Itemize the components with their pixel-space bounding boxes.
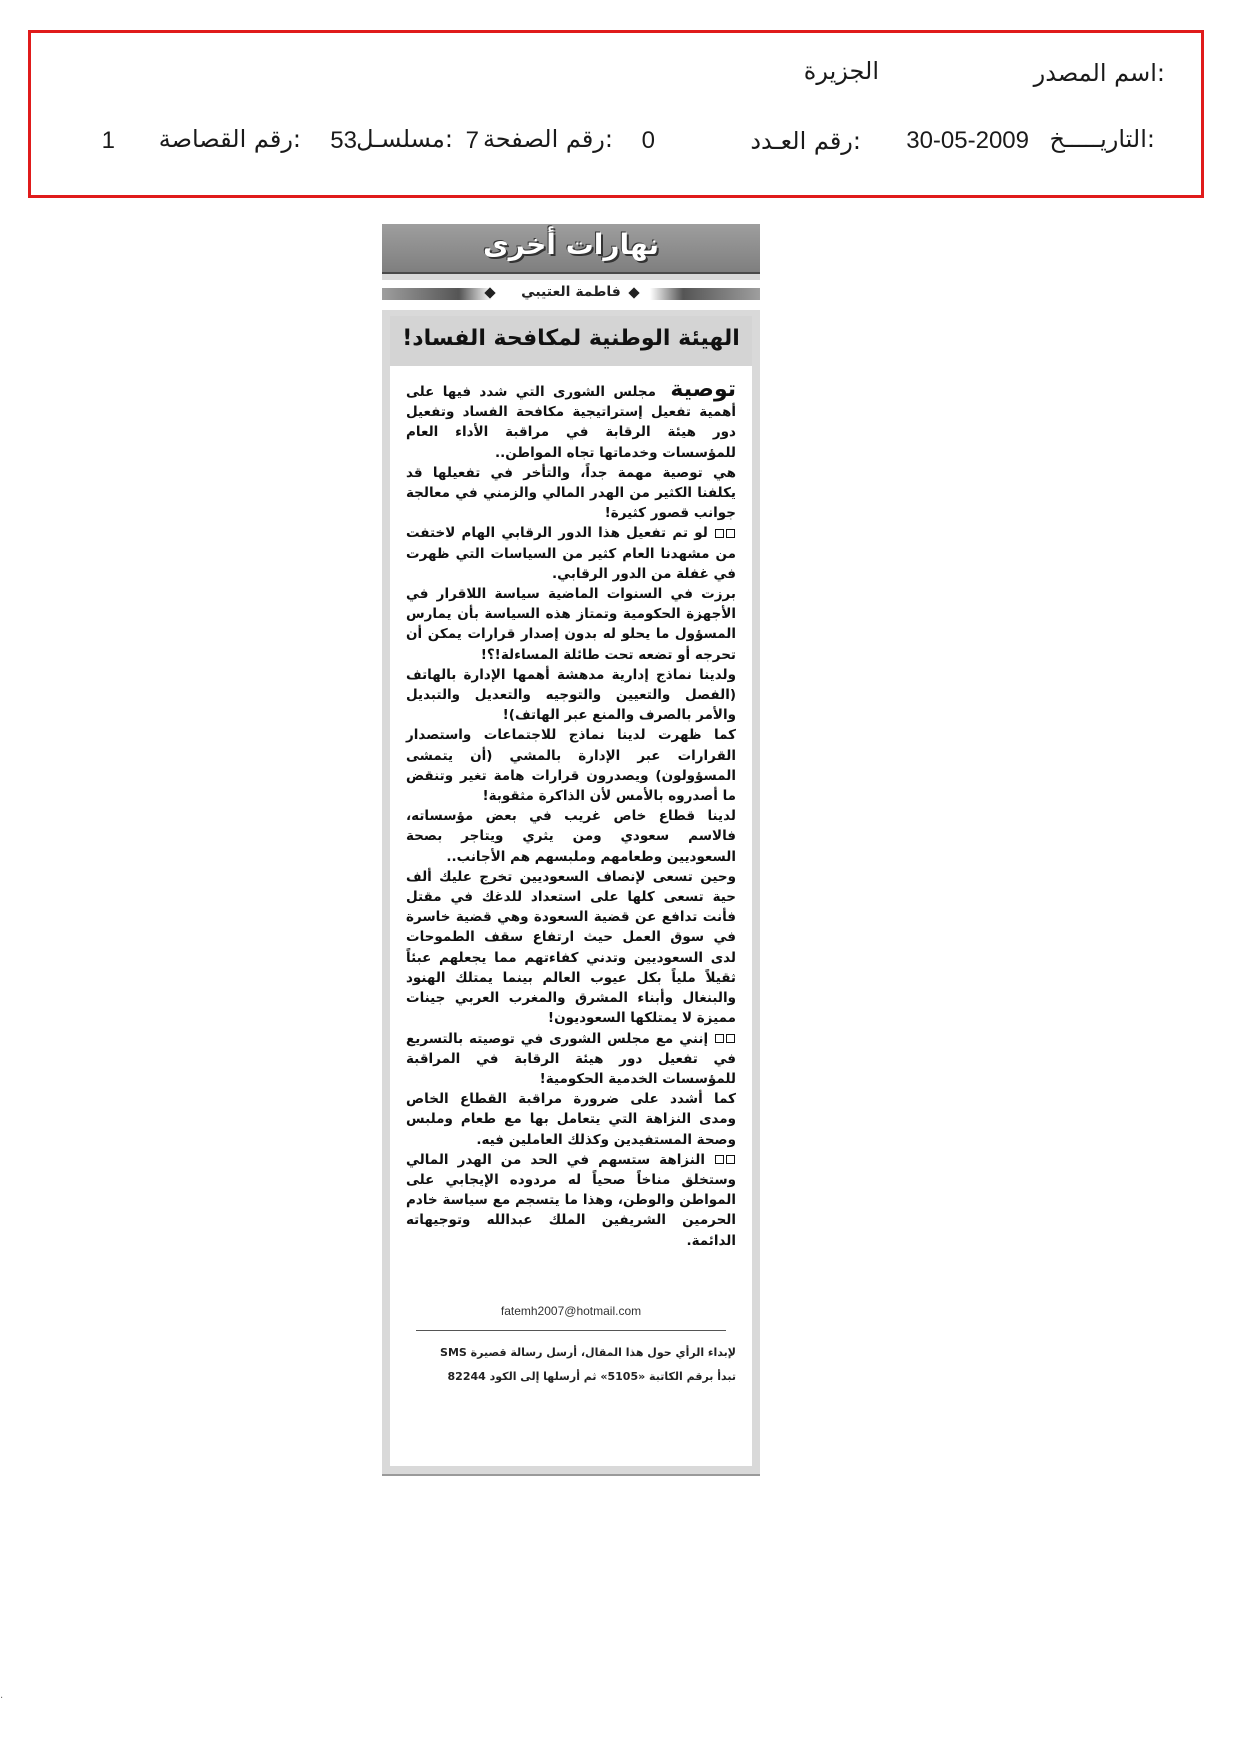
headline-band xyxy=(390,316,752,366)
scan-mark: . xyxy=(0,1690,4,1701)
square-bullet-icon xyxy=(715,1034,724,1043)
article-paragraph: كما أشدد على ضرورة مراقبة القطاع الخاص ومدى النزاهة التي يتعامل بها مع طعام وملبس وصحة المستفيدين وكذلك العاملين فيه. xyxy=(406,1091,736,1148)
article-body xyxy=(406,377,736,1251)
article-paragraph: برزت في السنوات الماضية سياسة اللاقرار في الأجهزة الحكومية وتمتاز هذه السياسة بأن يمارس المسؤول ما يحلو له بدون إصدار قرارات يمكن أن تحرجه أو تضعه تحت طائلة المساءلة!؟! xyxy=(406,586,736,663)
serial-value: 53 xyxy=(330,127,357,154)
clip-value: 1 xyxy=(101,127,115,154)
square-bullet-icon xyxy=(715,1155,724,1164)
column-header xyxy=(382,224,760,274)
article-kicker: توصية xyxy=(670,377,736,402)
article-paragraph: هي توصية مهمة جداً، والتأخر في تفعيلها قد يكلفنا الكثير من الهدر المالي والزمني في معالجة جوانب قصور كثيرة! xyxy=(406,464,736,522)
article-paragraph: وحين تسعى لإنصاف السعوديين تخرج عليك ألف حية تسعى كلها على استعداد للدغك في مقتل فأنت تدافع عن قضية السعودة وهي قضية خاسرة في سوق العمل حيث ارتفاع سقف الطموحات لدى السعوديين وتدني كفاءتهم مما يجعلهم عبئاً ثقيلاً ملياً بكل عيوب العالم بينما يمتلك الهنود والبنغال وأبناء المشرق والمغرب العربي جينات مميزة لا يمتلكها السعوديون! xyxy=(406,868,736,1027)
clip-label: رقم القصاصة: xyxy=(158,125,301,153)
date-label: التاريـــــخ: xyxy=(1049,125,1155,153)
date-value: 30-05-2009 xyxy=(906,127,1029,154)
square-bullet-icon xyxy=(726,1034,735,1043)
article-paragraph: إنني مع مجلس الشورى في توصيته بالتسريع في تفعيل دور هيئة الرقابة في المراقبة للمؤسسات الخدمية الحكومية! xyxy=(406,1030,736,1087)
page-label: رقم الصفحة: xyxy=(482,125,613,153)
square-bullet-icon xyxy=(726,1155,735,1164)
sms-note-line-2: تبدأ برقم الكاتبة «5105» ثم أرسلها إلى الكود 82244 xyxy=(447,1370,736,1383)
column-title: نهارات أخرى xyxy=(483,228,659,261)
author-bar xyxy=(382,280,760,310)
source-value: الجزيرة xyxy=(803,57,879,85)
square-bullet-icon xyxy=(715,529,724,538)
article-paragraph: ولدينا نماذج إدارية مدهشة أهمها الإدارة بالهاتف (الفصل والتعيين والتوجيه والتعديل والتبديل والأمر بالصرف والمنع عبر الهاتف)! xyxy=(406,666,736,724)
square-bullet-icon xyxy=(726,529,735,538)
article-paragraph: لو تم تفعيل هذا الدور الرقابي الهام لاختفت من مشهدنا العام كثير من السياسات التي ظهرت في غفلة من الدور الرقابي. xyxy=(406,525,736,582)
article-paragraph: لدينا قطاع خاص غريب في بعض مؤسساته، فالاسم سعودي ومن يثري ويتاجر بصحة السعوديين وطعامهم وملبسهم هم الأجانب.. xyxy=(406,808,736,865)
article-panel xyxy=(390,316,752,1466)
newspaper-clipping xyxy=(382,224,760,1476)
article-headline: الهيئة الوطنية لمكافحة الفساد! xyxy=(402,326,740,351)
page-value: 7 xyxy=(465,127,479,154)
article-paragraph: كما ظهرت لدينا نماذج للاجتماعات واستصدار القرارات عبر الإدارة بالمشي (أن يتمشى المسؤولون) ويصدرون قرارات هامة تغير وتنقض ما أصدروه بالأمس لأن الذاكرة مثقوبة! xyxy=(406,727,736,805)
article-paragraph: النزاهة ستسهم في الحد من الهدر المالي وستخلق مناخاً صحياً له مردوده الإيجابي على المواطن والوطن، وهذا ما يتسجم مع سياسة خادم الحرمين الشريفين الملك عبدالله وتوجيهاته الدائمة. xyxy=(406,1151,736,1249)
issue-label: رقم العـدد: xyxy=(750,127,861,155)
metadata-frame xyxy=(28,30,1204,198)
sms-note-line-1: لإبداء الرأي حول هذا المقال، أرسل رسالة قصيرة SMS xyxy=(440,1346,736,1359)
serial-label: مسلسـل: xyxy=(356,125,453,153)
article-lead: مجلس الشورى التي شدد فيها على أهمية تفعيل إستراتيجية مكافحة الفساد وتفعيل دور هيئة الرقابة في مراقبة الأداء العام للمؤسسات وخدماتها تجاه المواطن.. xyxy=(406,384,736,461)
source-label: اسم المصدر: xyxy=(1033,59,1165,87)
issue-value: 0 xyxy=(641,127,655,154)
author-name: فاطمة العتيبي xyxy=(521,284,621,300)
divider xyxy=(416,1330,726,1331)
article-lead-paragraph xyxy=(406,377,736,463)
author-email: fatemh2007@hotmail.com xyxy=(500,1304,642,1318)
